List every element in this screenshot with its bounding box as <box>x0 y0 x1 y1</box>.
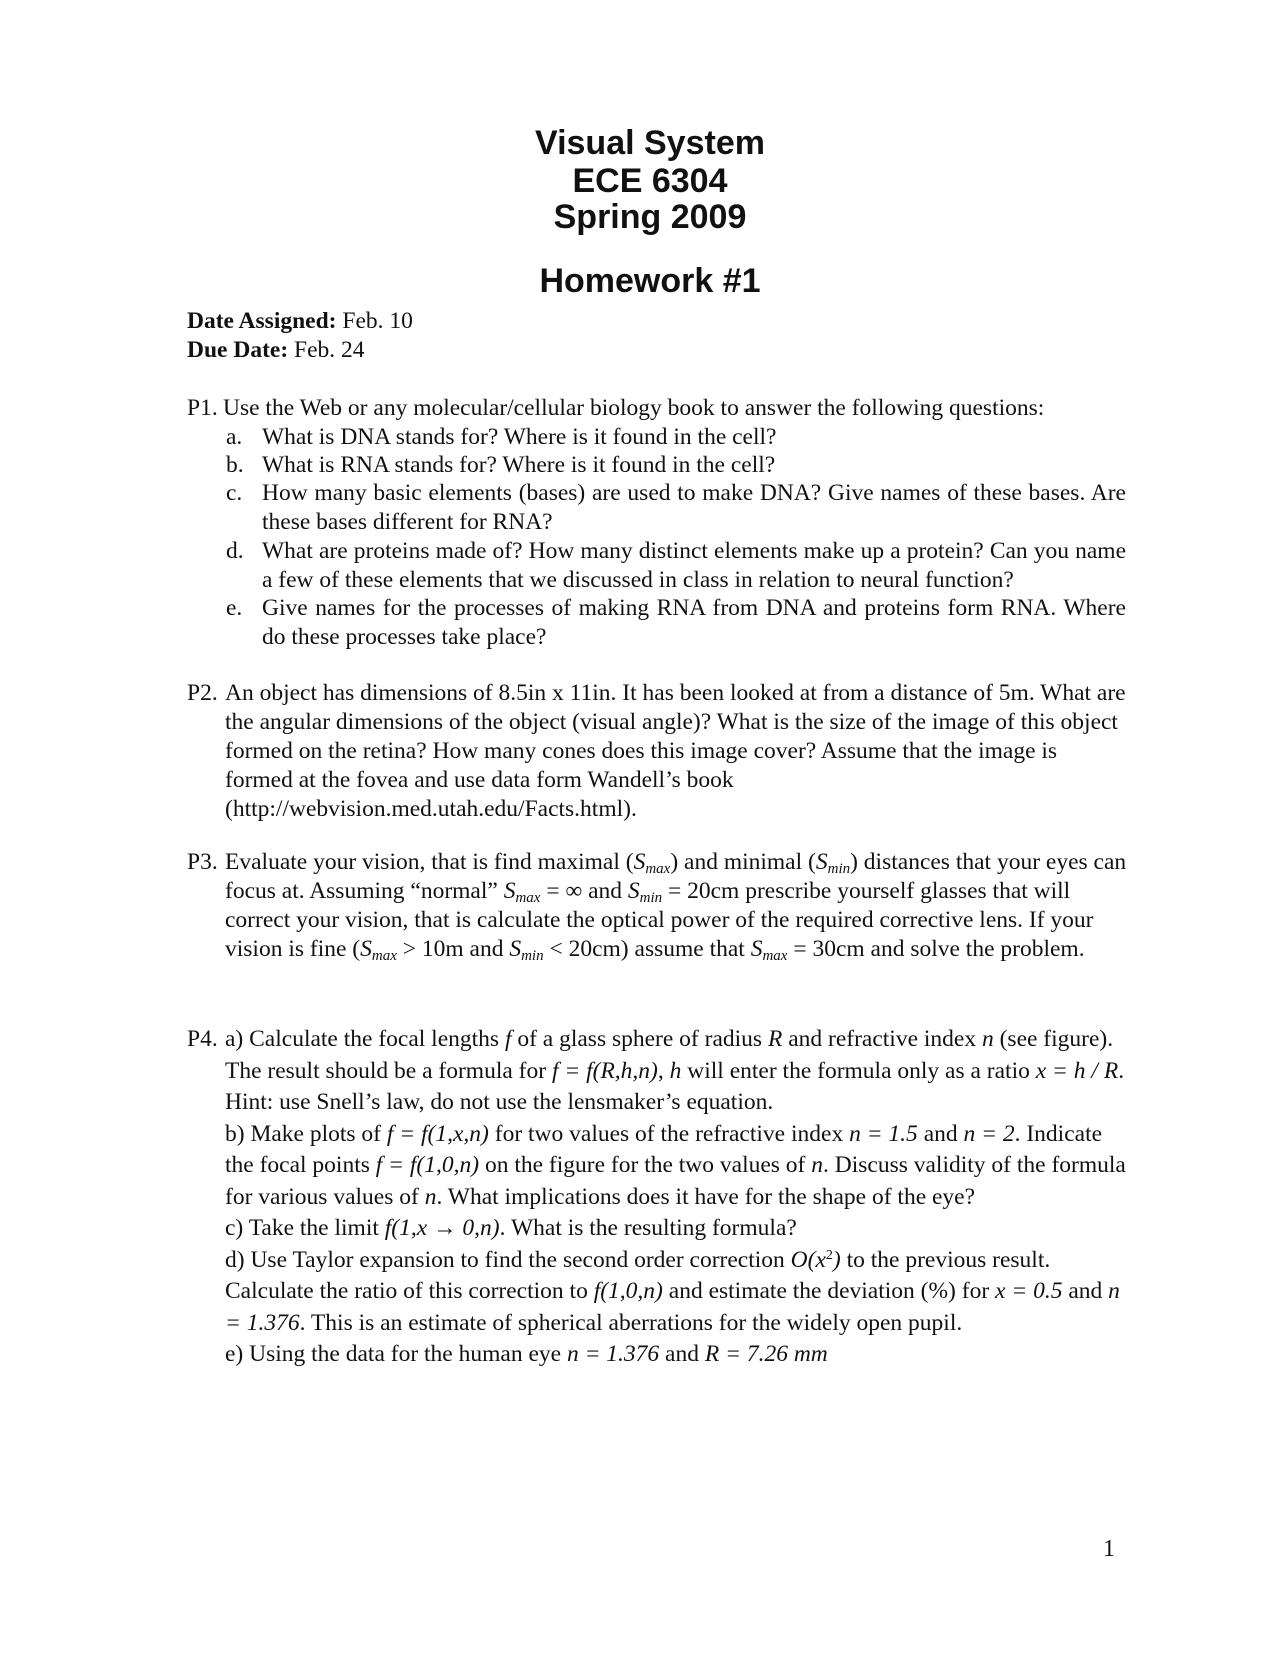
p4-text: , <box>657 1057 670 1084</box>
p3-text: > 10m and <box>396 936 510 962</box>
p1-item-c <box>226 479 1126 537</box>
p1-item-text: Give names for the processes of making RNA from DNA and proteins form RNA. Where do these processes take place? <box>262 595 1126 650</box>
p1-item-text: What are proteins made of? How many distinct elements make up a protein? Can you name a few of these elements that we discussed in class in relation to neural function? <box>262 538 1126 593</box>
p3-subscript: min <box>639 890 663 906</box>
p1-item-text: What is RNA stands for? Where is it found in the cell? <box>262 452 776 478</box>
problem-4-label: P4. <box>187 1026 218 1052</box>
p4-math: f = f(R,h,n) <box>551 1057 658 1084</box>
p4-math: n = 1.5 <box>849 1120 918 1147</box>
p1-item-label: e. <box>226 595 243 621</box>
problem-1-intro: Use the Web or any molecular/cellular biology book to answer the following questions: <box>223 395 1045 421</box>
p4-text: and <box>1062 1278 1109 1304</box>
p4-text: and <box>659 1341 705 1367</box>
p1-item-label: d. <box>226 538 244 564</box>
p1-item-e <box>226 594 1126 652</box>
p1-item-a <box>226 423 1126 452</box>
p3-subscript: min <box>521 948 544 964</box>
problem-1 <box>187 394 1127 423</box>
p4-math: f(1,0,n) <box>593 1278 663 1304</box>
date-assigned-label: Date Assigned: <box>187 308 337 334</box>
p4-text: for two values of the refractive index <box>488 1120 850 1147</box>
problem-2 <box>187 679 1127 824</box>
p4-text: . What implications does it have for the shape of the eye? <box>436 1183 976 1210</box>
date-assigned-value: Feb. 10 <box>342 308 413 334</box>
p4-math: n <box>811 1152 824 1178</box>
p4-math: x = 0.5 <box>995 1278 1063 1304</box>
problem-4 <box>187 1024 1127 1371</box>
p3-text: ) and minimal ( <box>670 849 816 875</box>
p4-text: on the figure for the two values of <box>479 1152 812 1178</box>
problem-2-label: P2. <box>187 680 218 706</box>
p4-math-sup: 2 <box>825 1247 833 1263</box>
course-code: ECE 6304 <box>572 162 728 200</box>
p3-text: ) distances that your eyes can focus at. Assuming “normal” <box>225 849 1127 904</box>
p4-part-a <box>225 1024 1127 1119</box>
p1-item-text: What is DNA stands for? Where is it found in the cell? <box>262 424 777 450</box>
p3-text: = ∞ and <box>540 878 628 904</box>
p4-text: (see figure). The result should be a formula for <box>225 1026 1114 1084</box>
course-title: Visual System <box>535 124 765 162</box>
p4-text: and estimate the deviation (%) for <box>662 1278 996 1304</box>
p4-math: x = h / R <box>1035 1057 1119 1084</box>
p3-symbol: S <box>360 936 372 962</box>
p4-part-b <box>225 1119 1127 1214</box>
p4-text: and refractive index <box>782 1026 982 1052</box>
p3-subscript: max <box>645 861 671 877</box>
p4-math: R = 7.26 mm <box>704 1341 828 1367</box>
p4-part-c <box>225 1213 1127 1245</box>
p4-math: f = f(1,x,n) <box>386 1120 489 1147</box>
p4-text: to the previous result. Calculate the ratio of this correction to <box>225 1246 1051 1304</box>
p1-item-label: b. <box>226 452 244 478</box>
p4-part-d <box>225 1245 1127 1340</box>
page-number: 1 <box>1103 1536 1115 1562</box>
homework-title: Homework #1 <box>539 262 761 300</box>
p4-text: c) Take the limit <box>225 1215 385 1241</box>
p3-subscript: min <box>827 861 851 877</box>
p3-subscript: max <box>371 948 397 964</box>
p3-symbol: S <box>750 936 763 962</box>
problem-1-label: P1. <box>187 395 218 421</box>
p4-text: . Hint: use Snell’s law, do not use the lensmaker’s equation. <box>225 1057 1125 1115</box>
p4-text: d) Use Taylor expansion to find the second order correction <box>225 1246 791 1273</box>
p3-text: = 30cm and solve the problem. <box>787 936 1085 962</box>
problem-3-label: P3. <box>187 849 218 875</box>
date-assigned <box>187 308 413 335</box>
p4-text: and <box>917 1120 964 1147</box>
p3-symbol: S <box>627 878 640 904</box>
p3-symbol: S <box>815 849 828 875</box>
problem-2-text: An object has dimensions of 8.5in x 11in. It has been looked at from a distance of 5m. What are the angular dimensions of the object (visual angle)? What is the size of the image of this object formed on the retina? How many cones does this image cover? Assume that the image is formed at the fovea and use data form Wandell’s book (http://webvision.med.utah.edu/Facts.html). <box>225 680 1126 822</box>
p1-item-b <box>226 451 1126 480</box>
p1-item-label: c. <box>226 480 243 506</box>
p1-item-text: How many basic elements (bases) are used to make DNA? Give names of these bases. Are these bases different for RNA? <box>262 480 1126 535</box>
p4-math: O(x <box>790 1246 826 1273</box>
due-date-value: Feb. 24 <box>294 337 365 363</box>
due-date <box>187 337 365 364</box>
p4-text: . Indicate the focal points <box>225 1120 1103 1178</box>
p4-text: . This is an estimate of spherical aberrations for the widely open pupil. <box>299 1309 963 1336</box>
p4-math: n <box>424 1183 437 1210</box>
p3-text: = 20cm prescribe yourself glasses that will correct your vision, that is calculate the optical power of the required corrective lens. If your vision is fine ( <box>225 878 1094 962</box>
p4-math: n = 1.376 <box>566 1341 660 1367</box>
p3-text: < 20cm) assume that <box>543 936 751 962</box>
p1-item-d <box>226 537 1126 595</box>
p4-text: . What is the resulting formula? <box>499 1215 797 1241</box>
p4-math: h <box>669 1057 682 1084</box>
problem-4-text <box>225 1024 1127 1371</box>
p3-text: Evaluate your vision, that is find maximal ( <box>225 849 634 875</box>
p4-math: f = f(1,0,n) <box>375 1152 480 1178</box>
p4-math: R <box>767 1026 783 1052</box>
problem-3-text <box>225 848 1127 964</box>
p3-subscript: max <box>515 890 541 906</box>
p3-symbol: S <box>503 878 516 904</box>
p4-text: a) Calculate the focal lengths <box>225 1026 505 1052</box>
p4-math: f <box>504 1026 512 1052</box>
p4-text: . Discuss validity of the formula for various values of <box>225 1152 1126 1210</box>
p4-part-e <box>225 1339 1127 1371</box>
p1-item-label: a. <box>226 424 243 450</box>
p4-text: b) Make plots of <box>225 1120 387 1147</box>
p3-subscript: max <box>762 948 788 964</box>
problem-3 <box>187 848 1127 964</box>
p4-math: n = 1.376 <box>225 1278 1120 1336</box>
p4-text: of a glass sphere of radius <box>511 1026 768 1052</box>
course-term: Spring 2009 <box>553 198 747 236</box>
p4-math: n <box>981 1026 994 1052</box>
p4-math: ) <box>832 1246 841 1273</box>
p4-math: n = 2 <box>963 1120 1015 1147</box>
p3-symbol: S <box>509 936 522 962</box>
p4-text: e) Using the data for the human eye <box>225 1341 567 1367</box>
p4-math: f(1,x → 0,n) <box>384 1215 500 1241</box>
p4-text: will enter the formula only as a ratio <box>681 1057 1036 1084</box>
p3-symbol: S <box>633 849 646 875</box>
due-date-label: Due Date: <box>187 337 289 363</box>
